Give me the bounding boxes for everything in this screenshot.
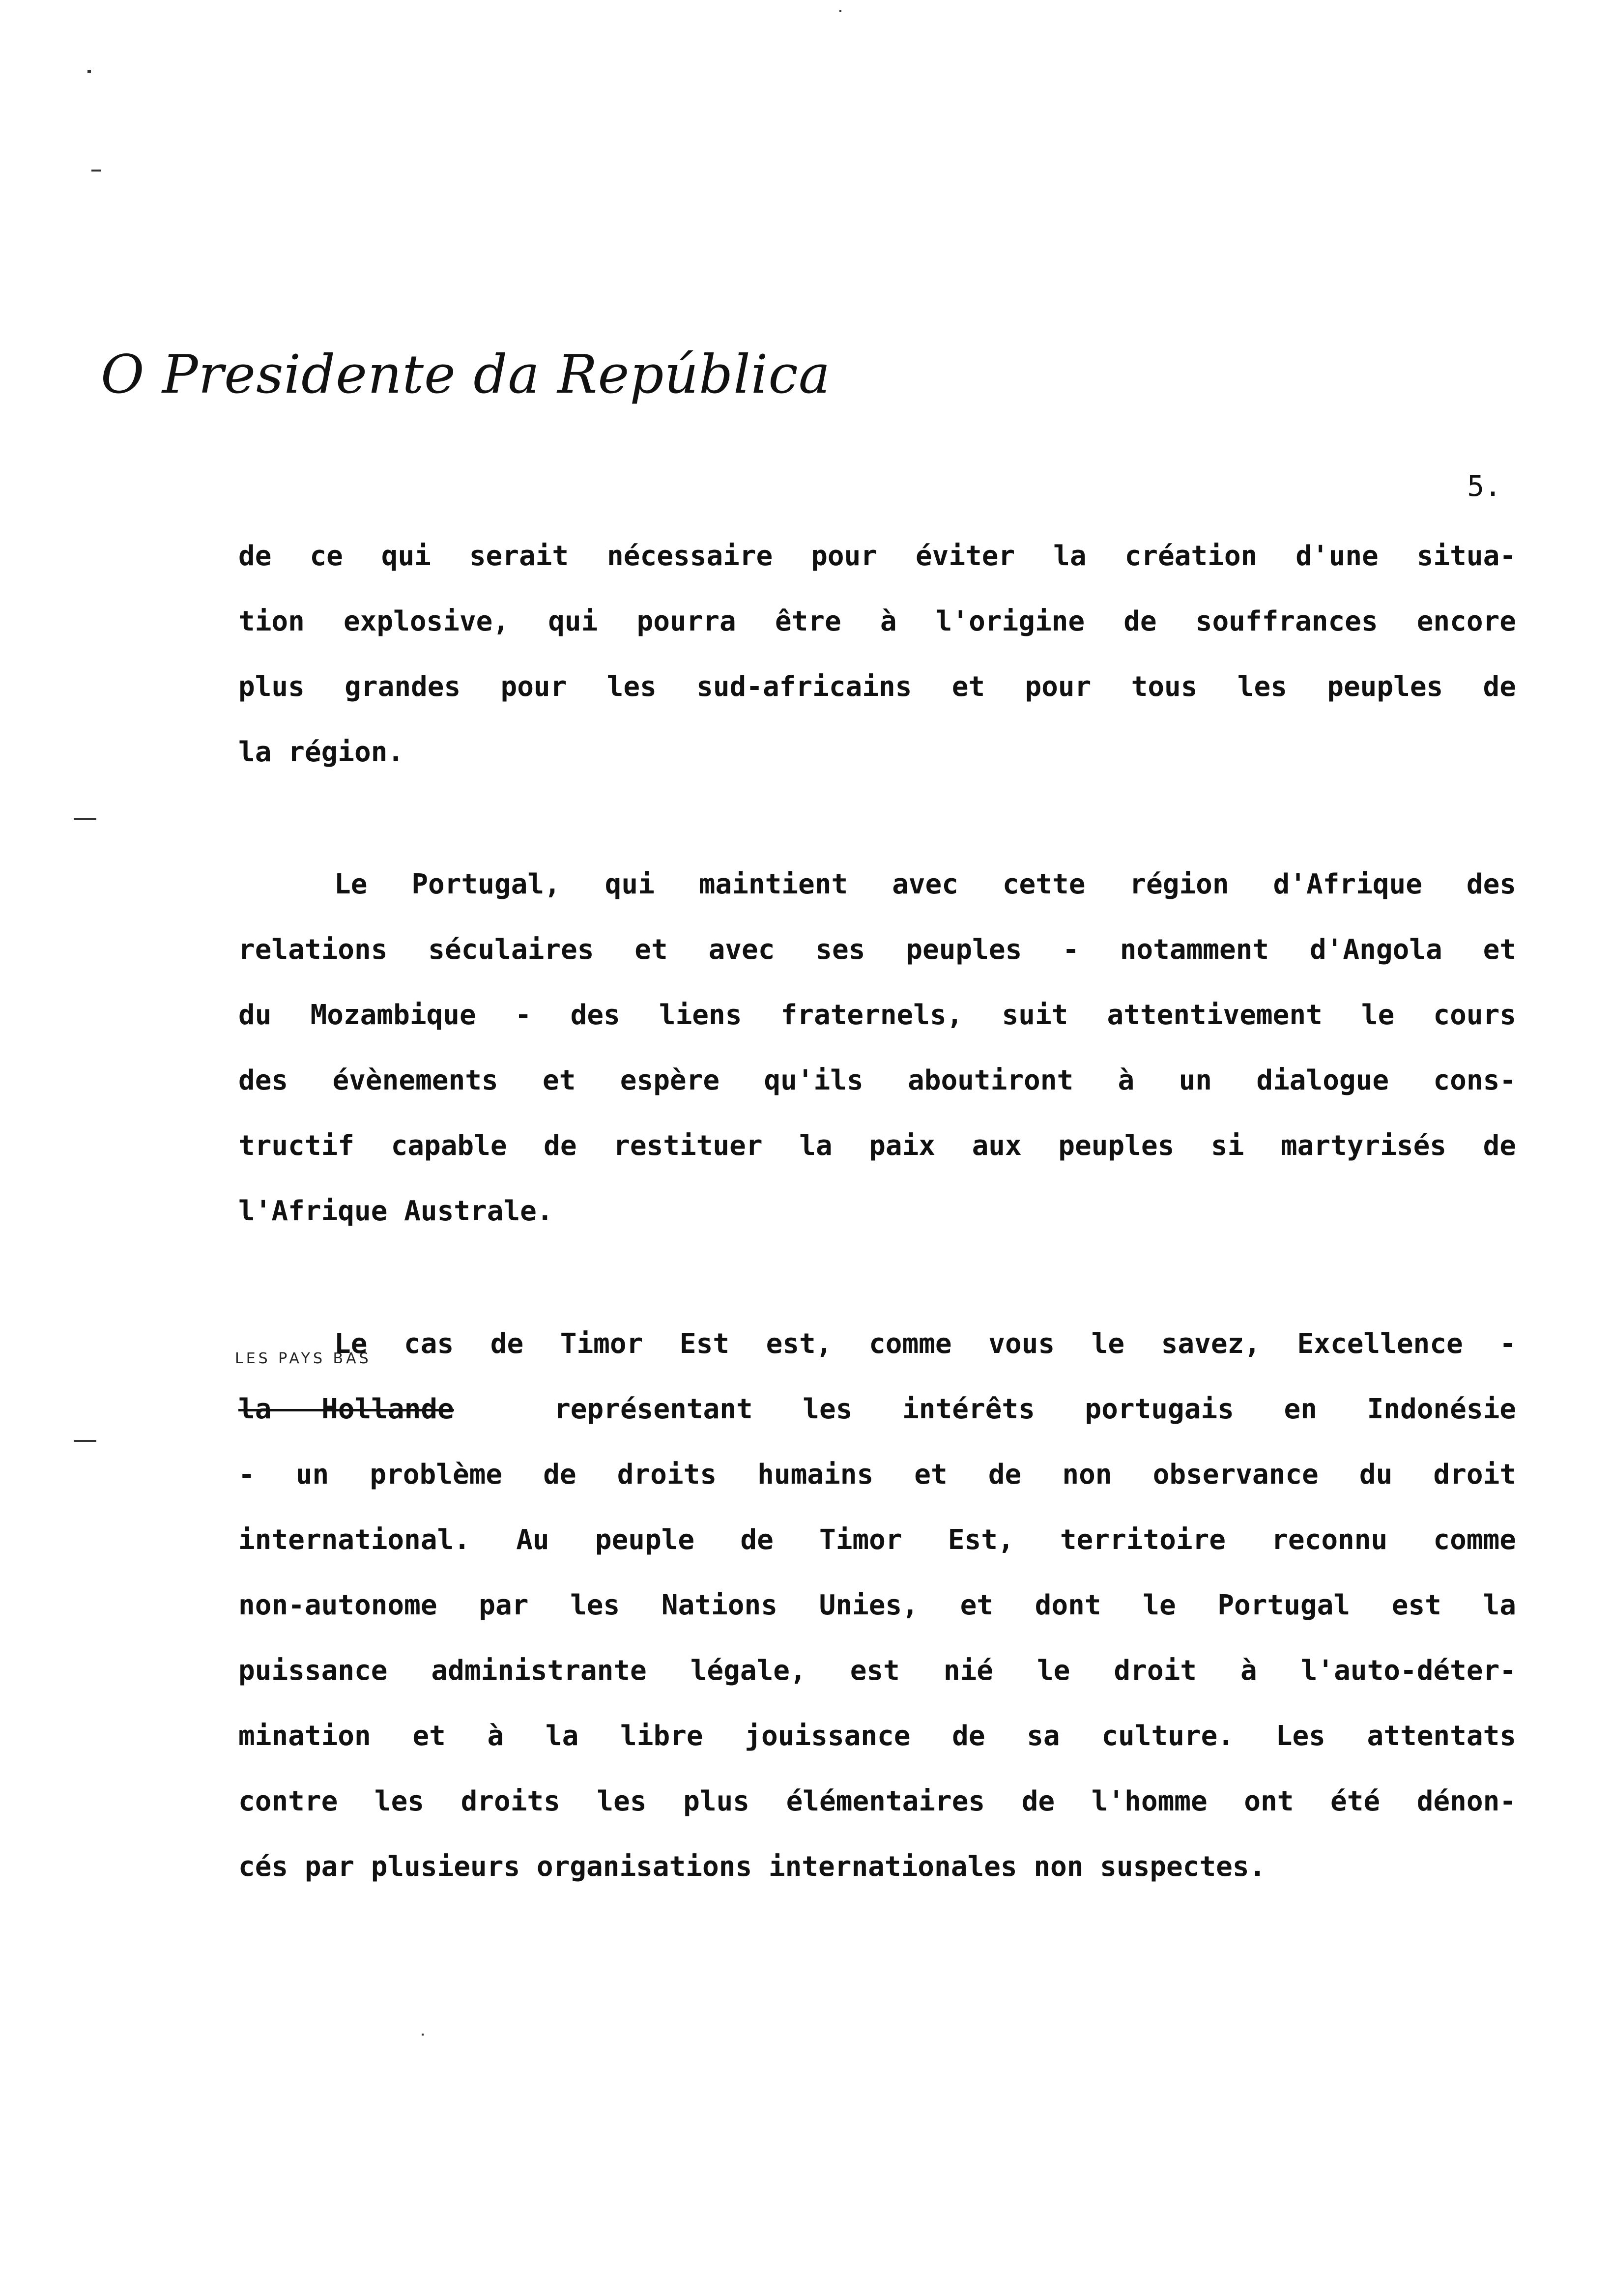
text-line: relations séculaires et avec ses peuples - notamment d'Angola et (238, 934, 1516, 966)
text-line: mination et à la libre jouissance de sa culture. Les attentats (238, 1720, 1516, 1752)
text-line: du Mozambique - des liens fraternels, suit attentivement le cours (238, 999, 1516, 1031)
text-line: la région. (238, 736, 404, 768)
scan-mark (74, 818, 96, 820)
scan-mark (91, 170, 101, 172)
scan-mark (422, 2034, 424, 2036)
text-line: tion explosive, qui pourra être à l'origine de souffrances encore (238, 605, 1516, 637)
scan-mark (87, 70, 91, 73)
text-line: puissance administrante légale, est nié le droit à l'auto-déter- (238, 1655, 1516, 1687)
page-number: 5. (1467, 469, 1501, 503)
scan-mark (74, 1440, 96, 1442)
text-line: Le Portugal, qui maintient avec cette région d'Afrique des (334, 868, 1516, 900)
text-line: - un problème de droits humains et de non observance du droit (238, 1459, 1516, 1491)
text-line: de ce qui serait nécessaire pour éviter la création d'une situa- (238, 540, 1516, 572)
paragraph-1 (238, 523, 1516, 785)
text-line-with-correction (238, 1377, 1516, 1442)
handwritten-annotation: LES PAYS BAS (235, 1350, 372, 1367)
text-line: tructif capable de restituer la paix aux peuples si martyrisés de (238, 1130, 1516, 1162)
paragraph-2 (238, 852, 1516, 1244)
letterhead: O Presidente da República (101, 344, 831, 405)
text-line: non-autonome par les Nations Unies, et dont le Portugal est la (238, 1589, 1516, 1621)
struck-text: la Hollande (238, 1393, 454, 1425)
text-line: plus grandes pour les sud-africains et pour tous les peuples de (238, 671, 1516, 703)
text-line-rest: représentant les intérêts portugais en Indonésie (554, 1393, 1516, 1425)
text-line: des évènements et espère qu'ils aboutiront à un dialogue cons- (238, 1064, 1516, 1096)
text-line: Le cas de Timor Est est, comme vous le savez, Excellence - (334, 1328, 1516, 1360)
text-line: l'Afrique Australe. (238, 1195, 553, 1227)
text-line: international. Au peuple de Timor Est, territoire reconnu comme (238, 1524, 1516, 1556)
text-line: cés par plusieurs organisations internationales non suspectes. (238, 1851, 1266, 1883)
scan-mark (839, 10, 841, 12)
text-line: contre les droits les plus élémentaires de l'homme ont été dénon- (238, 1785, 1516, 1817)
paragraph-3 (238, 1311, 1516, 1899)
